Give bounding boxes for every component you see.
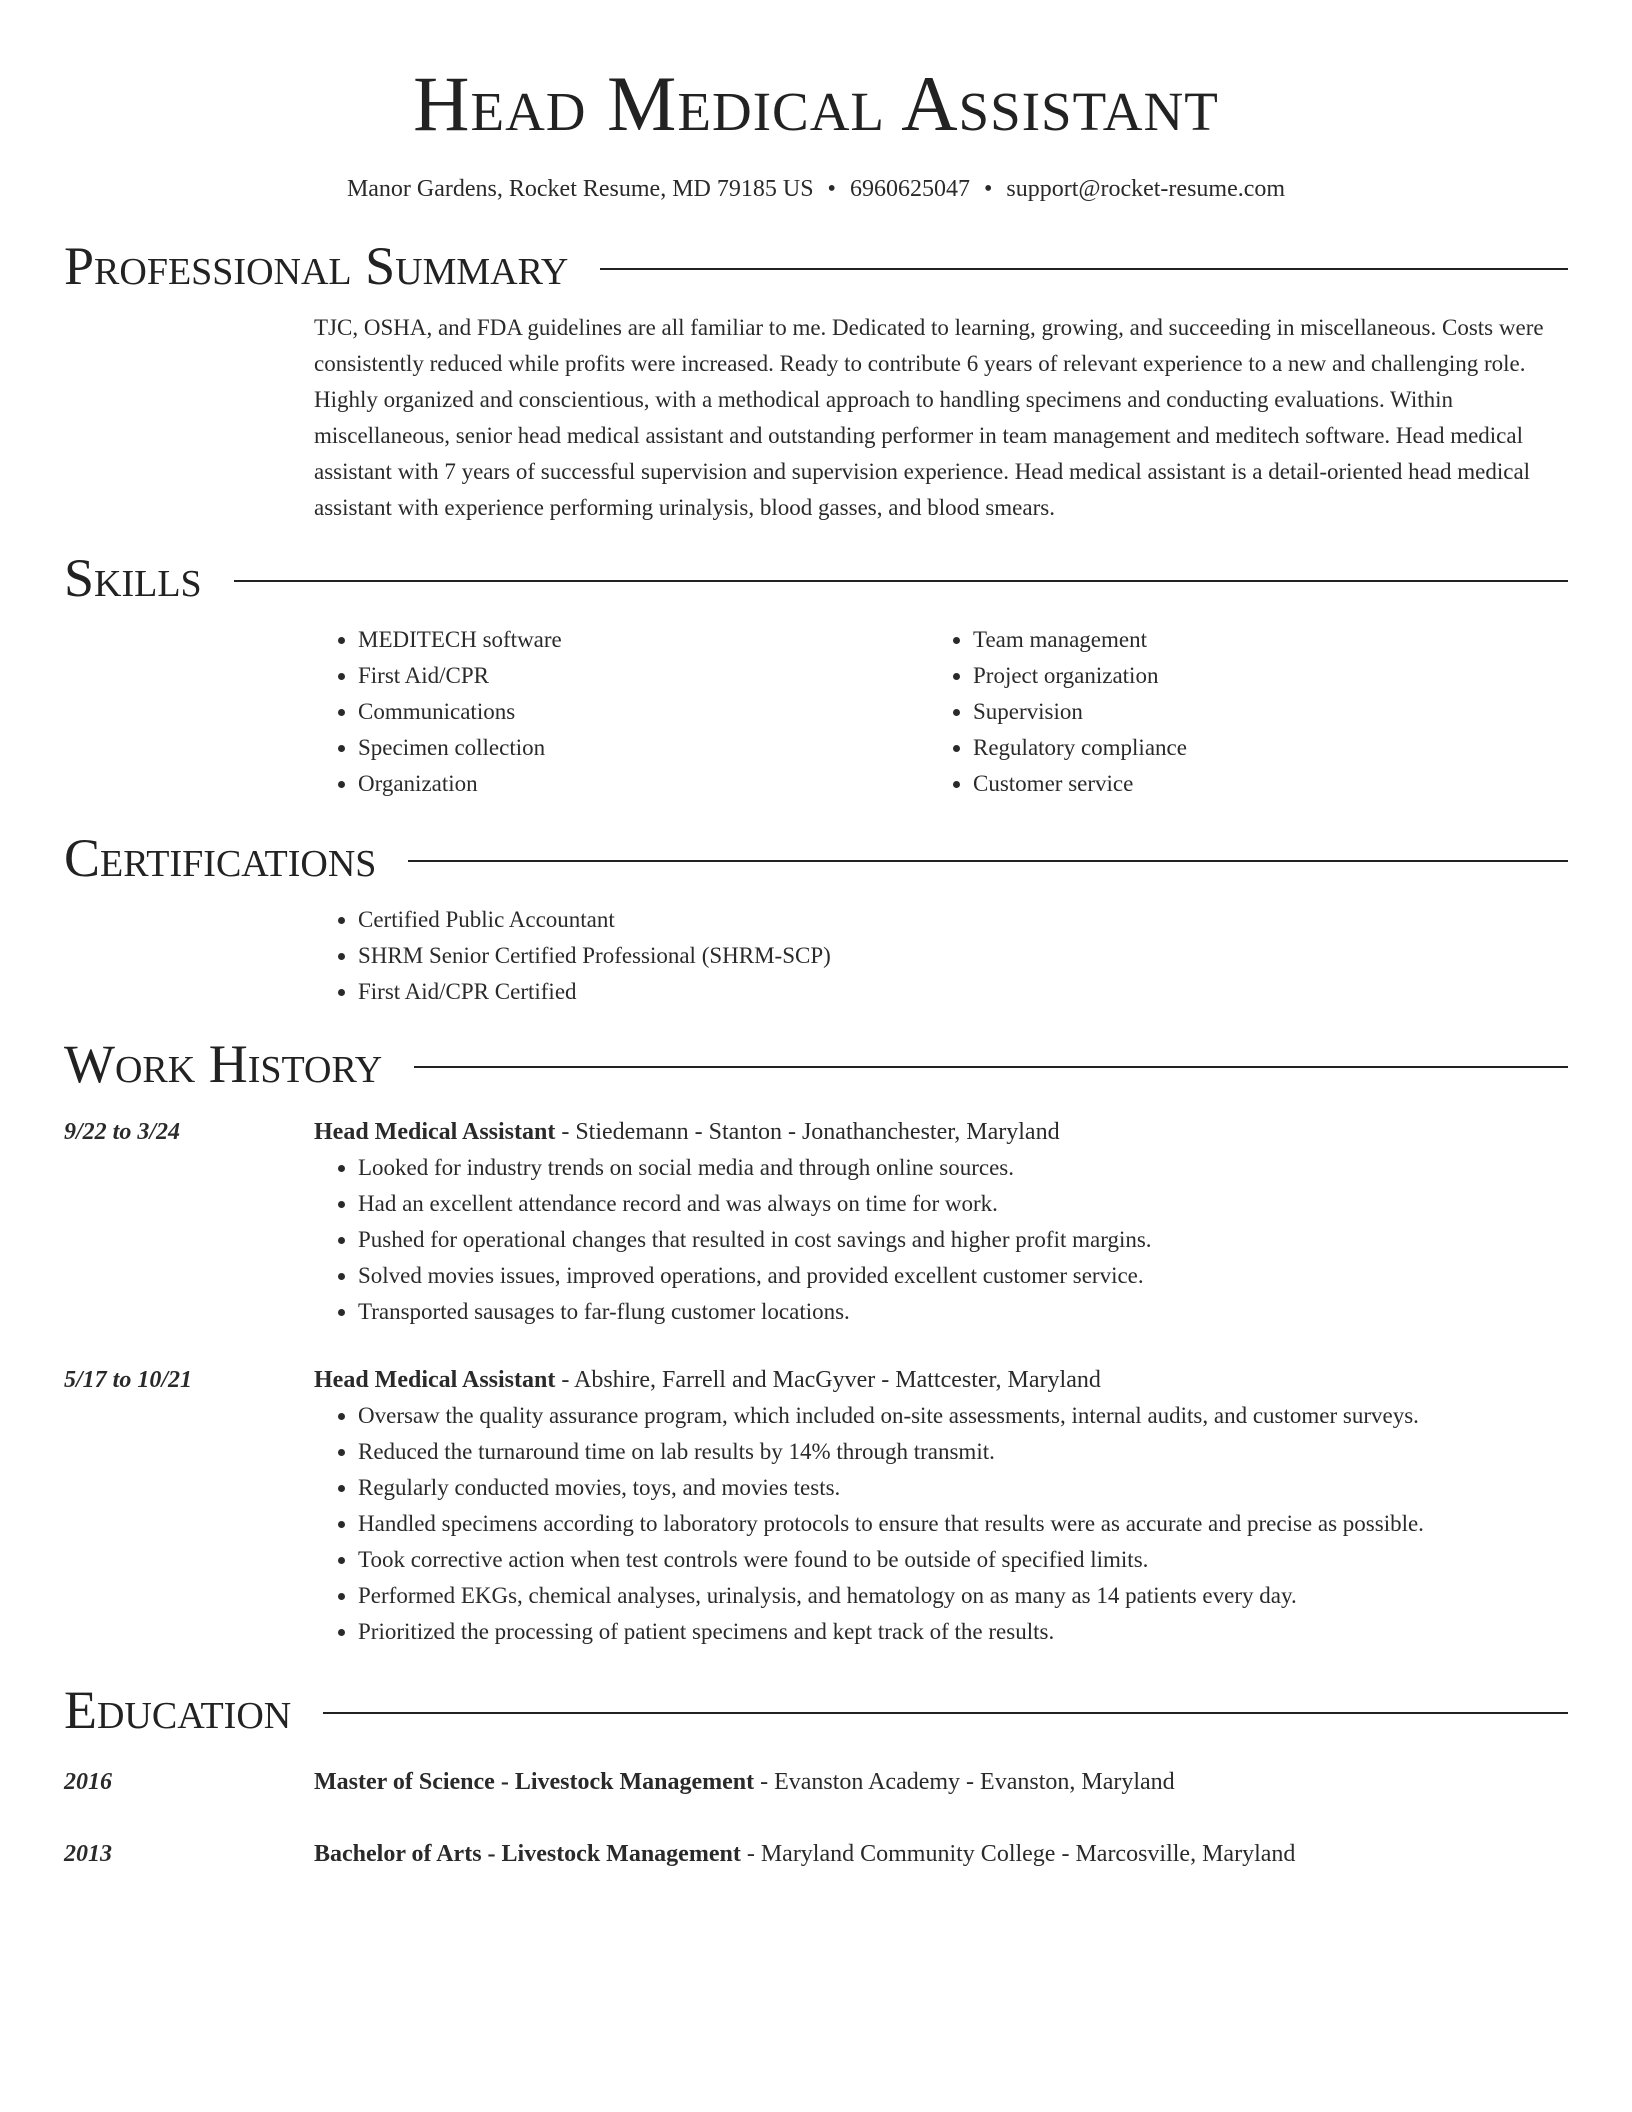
education-title: Education bbox=[64, 1680, 292, 1740]
skill-item: • MEDITECH software bbox=[358, 622, 929, 658]
work-history-header bbox=[64, 1034, 1568, 1094]
job-employer: - Abshire, Farrell and MacGyver - Mattcester, Maryland bbox=[555, 1367, 1101, 1393]
skills-section bbox=[64, 548, 1568, 802]
job-entry bbox=[64, 1362, 1568, 1650]
resume-name: Head Medical Assistant bbox=[413, 60, 1219, 147]
job-bullet: • Reduced the turnaround time on lab results by 14% through transmit. bbox=[358, 1434, 1568, 1470]
certifications-header bbox=[64, 828, 1568, 888]
job-bullet: • Performed EKGs, chemical analyses, urinalysis, and hematology on as many as 14 patients every day. bbox=[358, 1578, 1568, 1614]
job-bullet: • Pushed for operational changes that resulted in cost savings and higher profit margins. bbox=[358, 1222, 1568, 1258]
education-degree: Master of Science - Livestock Management bbox=[314, 1769, 755, 1795]
education-year: 2013 bbox=[64, 1841, 112, 1867]
job-bullet: • Handled specimens according to laboratory protocols to ensure that results were as accurate and precise as possible. bbox=[358, 1506, 1568, 1542]
section-divider bbox=[414, 1066, 1568, 1068]
job-bullet: • Took corrective action when test controls were found to be outside of specified limits. bbox=[358, 1542, 1568, 1578]
work-history-title: Work History bbox=[64, 1034, 383, 1094]
resume-page bbox=[64, 0, 1568, 1872]
education-year: 2016 bbox=[64, 1769, 112, 1795]
skill-item: • Project organization bbox=[973, 658, 1544, 694]
certification-item: • Certified Public Accountant bbox=[358, 902, 1568, 938]
job-bullet: • Had an excellent attendance record and was always on time for work. bbox=[358, 1186, 1568, 1222]
section-divider bbox=[323, 1712, 1568, 1714]
skills-left-column bbox=[314, 622, 929, 802]
education-heading bbox=[314, 1836, 1568, 1872]
skill-item: • Regulatory compliance bbox=[973, 730, 1544, 766]
contact-email: support@rocket-resume.com bbox=[1006, 176, 1286, 202]
contact-separator: • bbox=[983, 176, 993, 202]
education-header bbox=[64, 1680, 1568, 1740]
certification-item: • SHRM Senior Certified Professional (SHRM-SCP) bbox=[358, 938, 1568, 974]
skill-item: • Customer service bbox=[973, 766, 1544, 802]
summary-section bbox=[64, 236, 1568, 526]
job-heading bbox=[314, 1114, 1568, 1150]
section-divider bbox=[408, 860, 1568, 862]
education-school: - Maryland Community College - Marcosville, Maryland bbox=[740, 1841, 1296, 1867]
section-divider bbox=[234, 580, 1568, 582]
summary-text: TJC, OSHA, and FDA guidelines are all familiar to me. Dedicated to learning, growing, and succeeding in miscellaneous. Costs were consistently reduced while profits were increased. Ready to contribute 6 years of relevant experience to a new and challenging role. Highly organized and conscientious, with a methodical approach to handling specimens and conducting evaluations. Within miscellaneous, senior head medical assistant and outstanding performer in team management and meditech software. Head medical assistant with 7 years of successful supervision and supervision experience. Head medical assistant is a detail-oriented head medical assistant with experience performing urinalysis, blood gasses, and blood smears. bbox=[314, 315, 1544, 520]
section-divider bbox=[600, 268, 1568, 270]
education-entry bbox=[64, 1836, 1568, 1872]
job-bullet: • Regularly conducted movies, toys, and movies tests. bbox=[358, 1470, 1568, 1506]
job-entry bbox=[64, 1114, 1568, 1330]
job-bullets bbox=[64, 1398, 1568, 1650]
skill-item: • Team management bbox=[973, 622, 1544, 658]
contact-line bbox=[64, 174, 1568, 204]
contact-address: Manor Gardens, Rocket Resume, MD 79185 US bbox=[346, 176, 814, 202]
job-bullet: • Transported sausages to far-flung customer locations. bbox=[358, 1294, 1568, 1330]
job-bullet: • Oversaw the quality assurance program, which included on-site assessments, internal audits, and customer surveys. bbox=[358, 1398, 1568, 1434]
education-school: - Evanston Academy - Evanston, Maryland bbox=[754, 1769, 1175, 1795]
job-title: Head Medical Assistant bbox=[314, 1367, 556, 1393]
job-bullet: • Prioritized the processing of patient specimens and kept track of the results. bbox=[358, 1614, 1568, 1650]
contact-separator: • bbox=[827, 176, 836, 202]
education-section bbox=[64, 1680, 1568, 1872]
education-heading bbox=[314, 1764, 1568, 1800]
skill-item: • Organization bbox=[358, 766, 929, 802]
skills-title: Skills bbox=[64, 548, 202, 608]
education-degree: Bachelor of Arts - Livestock Management bbox=[314, 1841, 741, 1867]
certification-item: • First Aid/CPR Certified bbox=[358, 974, 1568, 1010]
skill-item: • Communications bbox=[358, 694, 929, 730]
summary-header bbox=[64, 236, 1568, 296]
job-dates: 9/22 to 3/24 bbox=[64, 1119, 181, 1145]
skill-item: • Supervision bbox=[973, 694, 1544, 730]
skill-item: • First Aid/CPR bbox=[358, 658, 929, 694]
skill-item: • Specimen collection bbox=[358, 730, 929, 766]
job-bullet: • Solved movies issues, improved operations, and provided excellent customer service. bbox=[358, 1258, 1568, 1294]
job-heading bbox=[314, 1362, 1568, 1398]
certifications-title: Certifications bbox=[64, 828, 377, 888]
job-title: Head Medical Assistant bbox=[314, 1119, 556, 1145]
summary-title: Professional Summary bbox=[64, 236, 569, 296]
contact-phone: 6960625047 bbox=[849, 176, 970, 202]
skills-header bbox=[64, 548, 1568, 608]
skills-right-column bbox=[929, 622, 1544, 802]
job-bullets bbox=[64, 1150, 1568, 1330]
job-employer: - Stiedemann - Stanton - Jonathanchester, Maryland bbox=[555, 1119, 1060, 1145]
certifications-section bbox=[64, 828, 1568, 1010]
job-bullet: • Looked for industry trends on social media and through online sources. bbox=[358, 1150, 1568, 1186]
education-entry bbox=[64, 1764, 1568, 1800]
job-dates: 5/17 to 10/21 bbox=[64, 1367, 193, 1393]
work-history-section bbox=[64, 1034, 1568, 1650]
